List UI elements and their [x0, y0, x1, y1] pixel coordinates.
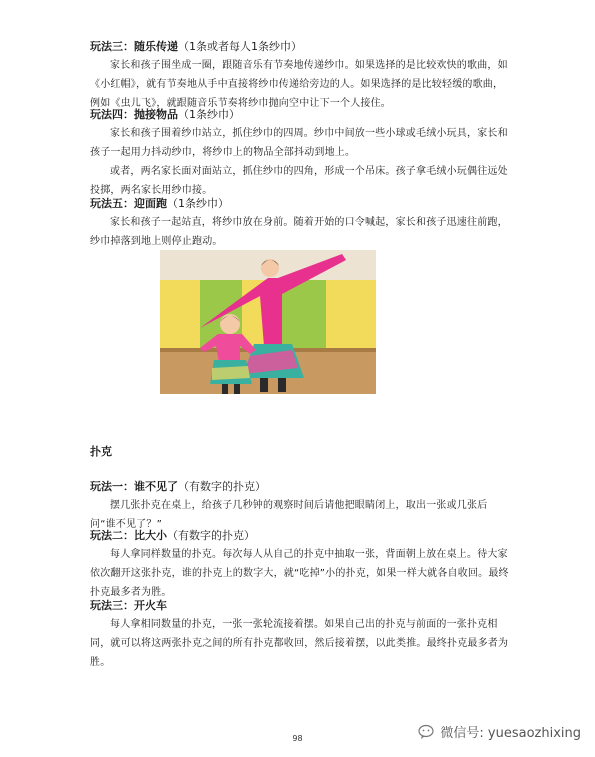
paragraph: 家长和孩子一起站直，将纱巾放在身前。随着开始的口令喊起，家长和孩子迅速往前跑，纱巾掉落到地上则停止跑动。	[90, 217, 508, 247]
watermark-text: 微信号: yuesaozhixing	[440, 726, 581, 741]
wechat-chat-icon	[418, 723, 436, 741]
play-heading: 玩法三：随乐传递（1条或者每人1条纱巾）	[90, 40, 302, 53]
section-poker-play-1	[90, 478, 510, 534]
paragraph: 每人拿同样数量的扑克。每次每人从自己的扑克中抽取一张，背面朝上放在桌上。待大家依次翻开这张扑克，谁的扑克上的数字大，就“吃掉”小的扑克，如果一样大就各自收回。最终扑克最多者为胜。	[90, 549, 509, 598]
section-play-3	[90, 38, 510, 113]
section-poker-play-2	[90, 527, 510, 602]
section-play-5	[90, 195, 510, 251]
paragraph: 或者，两名家长面对面站立，抓住纱巾的四角，形成一个吊床。孩子拿毛绒小玩偶往远处投掷，两名家长用纱巾接。	[90, 166, 508, 196]
paragraph: 每人拿相同数量的扑克，一张一张轮流接着摆。如果自己出的扑克与前面的一张扑克相同，就可以将这两张扑克之间的所有扑克都收回，然后接着摆，以此类推。最终扑克最多者为胜。	[90, 619, 509, 668]
play-heading: 玩法四：抛接物品（1条纱巾）	[90, 108, 240, 121]
paragraph: 家长和孩子围着纱巾站立，抓住纱巾的四周。纱巾中间放一些小球或毛绒小玩具，家长和孩子一起用力抖动纱巾，将纱巾上的物品全部抖动到地上。	[90, 128, 508, 158]
play-heading: 玩法一：谁不见了（有数字的扑克）	[90, 480, 266, 493]
section-poker-play-3	[90, 597, 510, 672]
photo-mother-child-dancing	[160, 250, 376, 394]
section-play-4	[90, 106, 510, 200]
play-heading: 玩法五：迎面跑（1条纱巾）	[90, 197, 229, 210]
wechat-watermark	[418, 722, 581, 741]
play-heading: 玩法二：比大小（有数字的扑克）	[90, 529, 255, 542]
paragraph: 摆几张扑克在桌上，给孩子几秒钟的观察时间后请他把眼睛闭上，取出一张或几张后问“谁不见了？”	[90, 500, 488, 530]
play-heading: 玩法三：开火车	[90, 599, 167, 612]
section-title-poker: 扑克	[90, 445, 112, 458]
paragraph: 家长和孩子围坐成一圈，跟随音乐有节奏地传递纱巾。如果选择的是比较欢快的歌曲，如《小红帽》，就有节奏地从手中直接将纱巾传递给旁边的人。如果选择的是比较轻缓的歌曲，例如《虫儿飞》，就跟随音乐节奏将纱巾抛向空中让下一个人接住。	[90, 60, 508, 109]
page-number: 98	[292, 734, 303, 743]
